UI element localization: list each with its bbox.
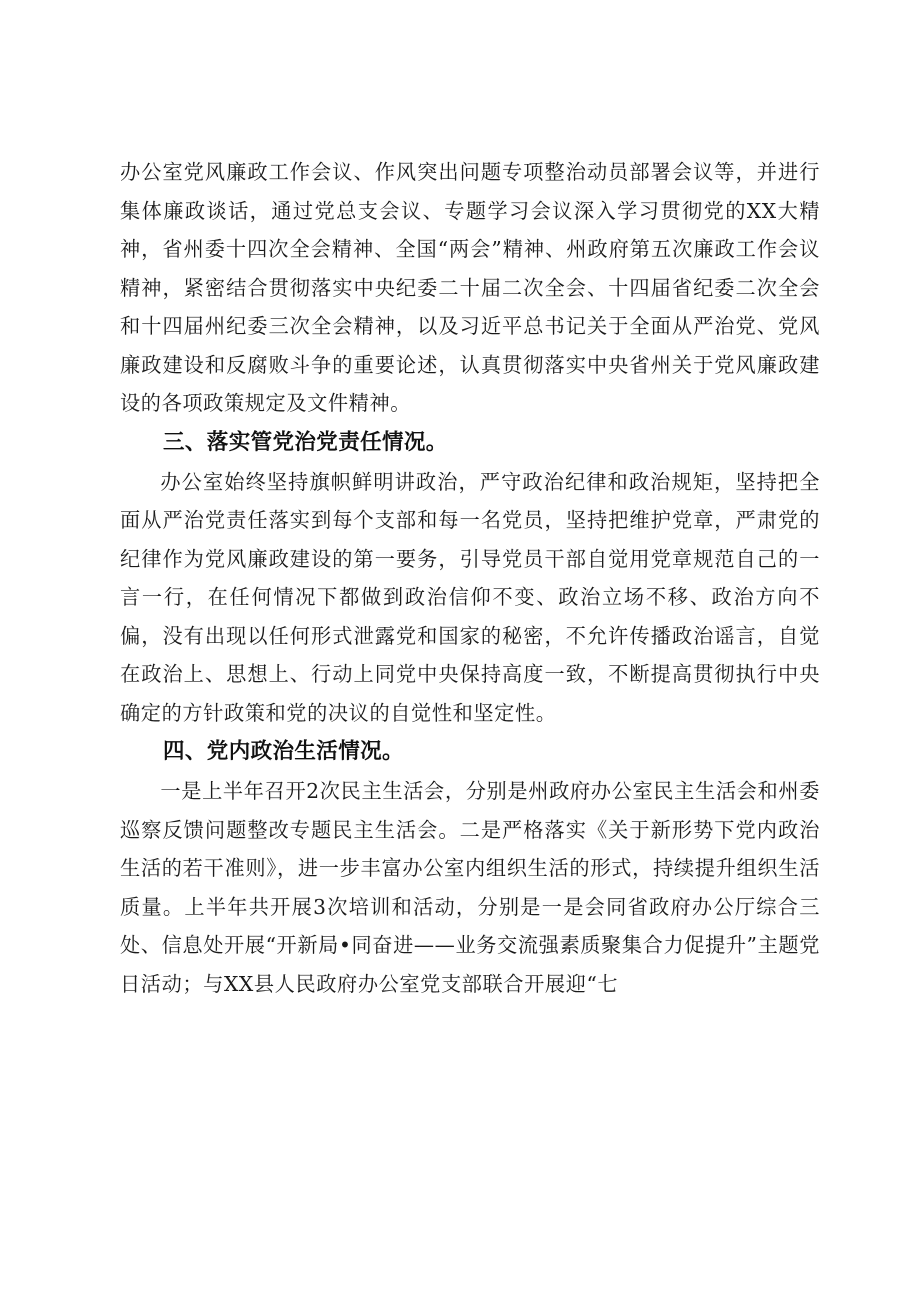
section-heading-3: 三、落实管党治党责任情况。 xyxy=(163,429,448,455)
document-body xyxy=(120,153,820,1003)
section-heading-4: 四、党内政治生活情况。 xyxy=(163,739,404,764)
paragraph-section-4: 一是上半年召开2次民主生活会，分别是州政府办公室民主生活会和州委巡察反馈问题整改专题民主生活会。二是严格落实《关于新形势下党内政治生活的若干准则》，进一步丰富办公室内组织生活的形式，持续提升组织生活质量。上半年共开展3次培训和活动，分别是一是会同省政府办公厅综合三处、信息处开展“开新局•同奋进——业务交流强素质聚集合力促提升”主题党日活动；与XX县人民政府办公室党支部联合开展迎“七 xyxy=(120,779,820,996)
paragraph-continued: 办公室党风廉政工作会议、作风突出问题专项整治动员部署会议等，并进行集体廉政谈话，通过党总支会议、专题学习会议深入学习贯彻党的XX大精神，省州委十四次全会精神、全国“两会”精神、州政府第五次廉政工作会议精神，紧密结合贯彻落实中央纪委二十届二次全会、十四届省纪委二次全会和十四届州纪委三次全会精神，以及习近平总书记关于全面从严治党、党风廉政建设和反腐败斗争的重要论述，认真贯彻落实中央省州关于党风廉政建设的各项政策规定及文件精神。 xyxy=(120,160,820,415)
paragraph-section-3: 办公室始终坚持旗帜鲜明讲政治，严守政治纪律和政治规矩，坚持把全面从严治党责任落实到每个支部和每一名党员，坚持把维护党章，严肃党的纪律作为党风廉政建设的第一要务，引导党员干部自觉用党章规范自己的一言一行，在任何情况下都做到政治信仰不变、政治立场不移、政治方向不偏，没有出现以任何形式泄露党和国家的秘密，不允许传播政治谣言，自觉在政治上、思想上、行动上同党中央保持高度一致，不断提高贯彻执行中央确定的方针政策和党的决议的自觉性和坚定性。 xyxy=(120,469,820,725)
